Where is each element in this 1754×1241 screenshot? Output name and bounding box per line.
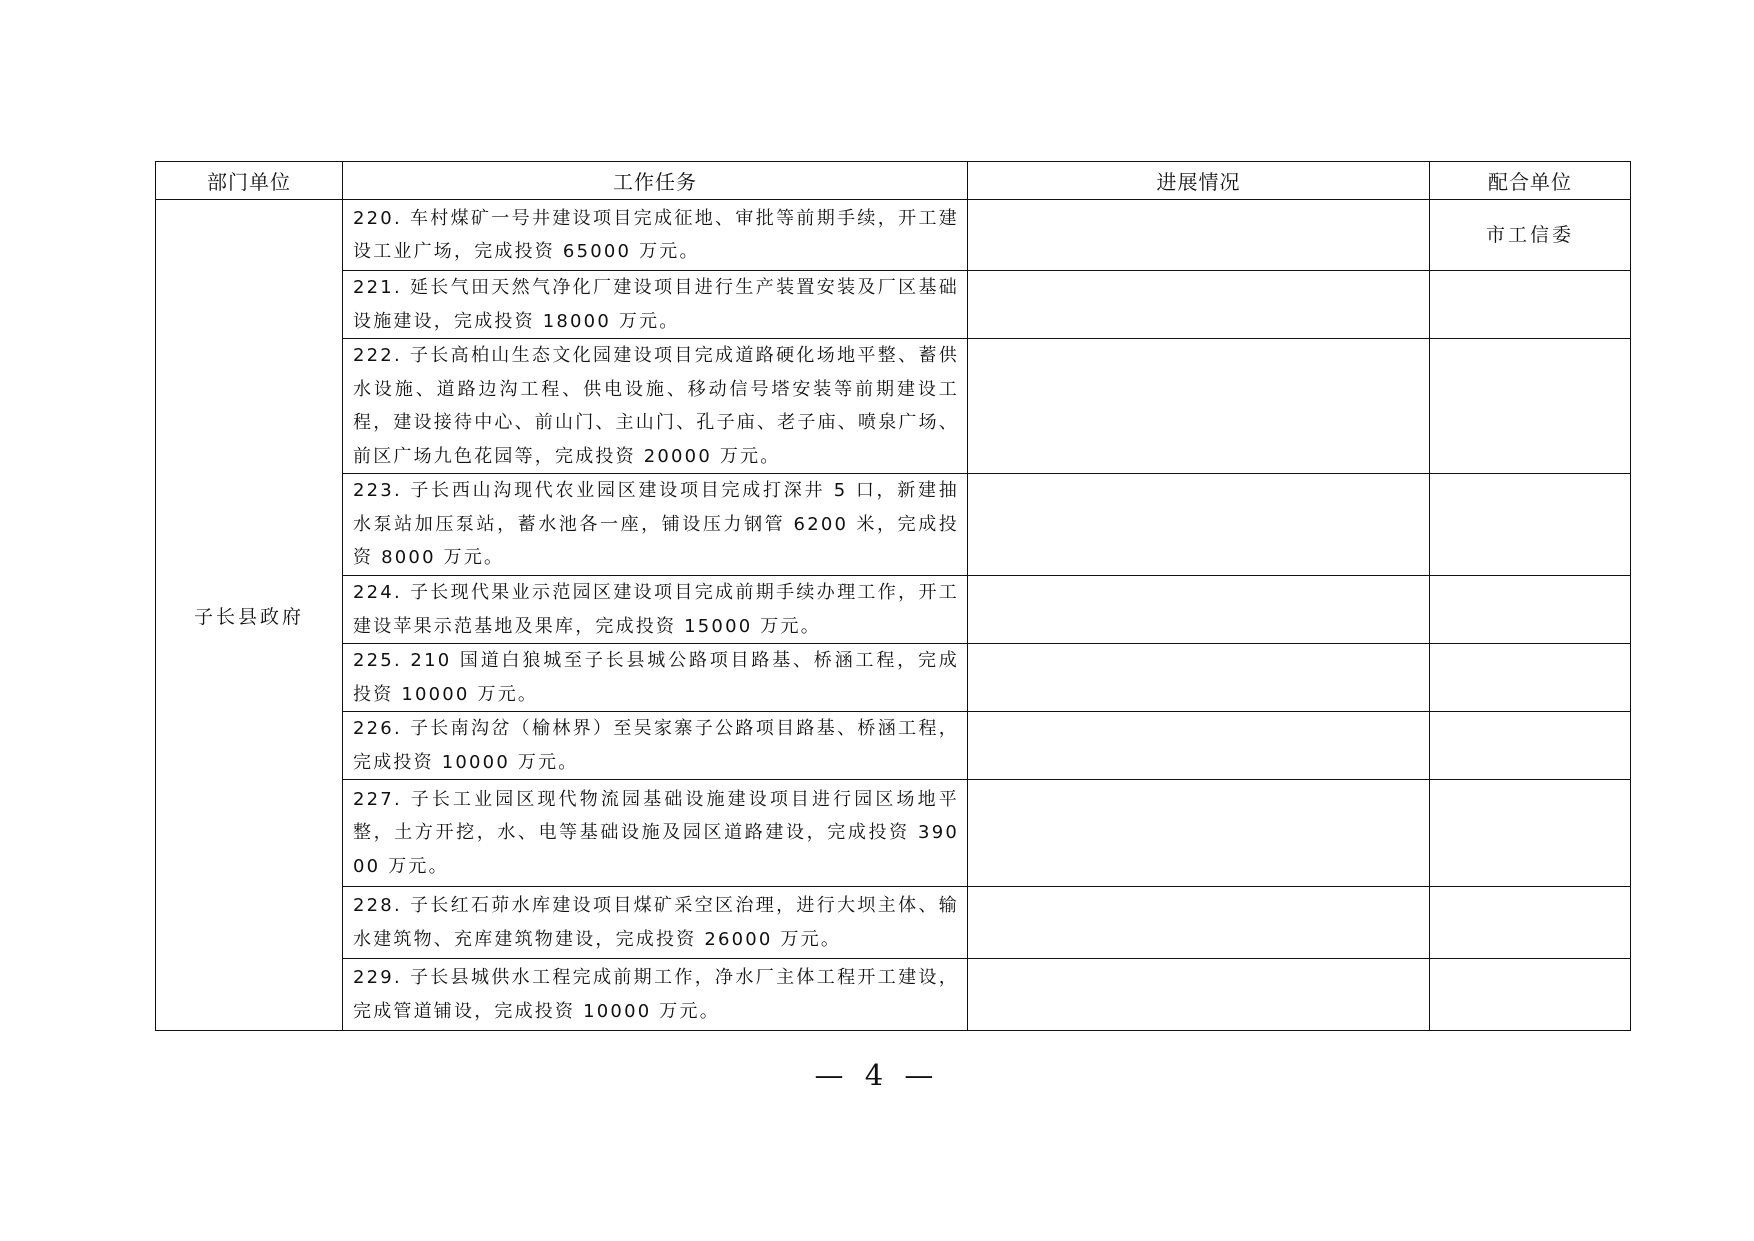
coop-cell (1430, 339, 1631, 474)
coop-cell (1430, 959, 1631, 1031)
header-row (156, 162, 1631, 200)
dept-name: 子长县政府 (156, 200, 343, 1031)
header-coop: 配合单位 (1430, 162, 1631, 200)
table-row (156, 712, 1631, 780)
progress-cell (968, 339, 1430, 474)
task-cell: 221. 延长气田天然气净化厂建设项目进行生产装置安装及厂区基础设施建设，完成投资 18000 万元。 (343, 271, 968, 339)
task-cell: 224. 子长现代果业示范园区建设项目完成前期手续办理工作，开工建设苹果示范基地及果库，完成投资 15000 万元。 (343, 576, 968, 644)
table-row (156, 200, 1631, 271)
task-cell: 227. 子长工业园区现代物流园基础设施建设项目进行园区场地平整，土方开挖，水、电等基础设施及园区道路建设，完成投资 39000 万元。 (343, 780, 968, 887)
task-cell: 228. 子长红石茆水库建设项目煤矿采空区治理，进行大坝主体、输水建筑物、充库建筑物建设，完成投资 26000 万元。 (343, 887, 968, 959)
header-task: 工作任务 (343, 162, 968, 200)
progress-cell (968, 887, 1430, 959)
table-row (156, 271, 1631, 339)
table-row (156, 474, 1631, 576)
table-row (156, 576, 1631, 644)
task-cell: 225. 210 国道白狼城至子长县城公路项目路基、桥涵工程，完成投资 10000 万元。 (343, 644, 968, 712)
coop-cell (1430, 780, 1631, 887)
coop-cell (1430, 474, 1631, 576)
header-progress: 进展情况 (968, 162, 1430, 200)
coop-cell (1430, 712, 1631, 780)
coop-cell (1430, 271, 1631, 339)
task-cell: 229. 子长县城供水工程完成前期工作，净水厂主体工程开工建设，完成管道铺设，完成投资 10000 万元。 (343, 959, 968, 1031)
progress-cell (968, 780, 1430, 887)
table-row (156, 959, 1631, 1031)
progress-cell (968, 712, 1430, 780)
progress-cell (968, 959, 1430, 1031)
coop-cell (1430, 576, 1631, 644)
table-row (156, 887, 1631, 959)
coop-cell: 市工信委 (1430, 200, 1631, 271)
table-row (156, 780, 1631, 887)
progress-cell (968, 200, 1430, 271)
task-cell: 220. 车村煤矿一号井建设项目完成征地、审批等前期手续，开工建设工业广场，完成投资 65000 万元。 (343, 200, 968, 271)
table-row (156, 644, 1631, 712)
progress-cell (968, 644, 1430, 712)
progress-cell (968, 474, 1430, 576)
table-row (156, 339, 1631, 474)
coop-cell (1430, 644, 1631, 712)
header-dept: 部门单位 (156, 162, 343, 200)
progress-cell (968, 271, 1430, 339)
task-cell: 226. 子长南沟岔（榆林界）至吴家寨子公路项目路基、桥涵工程，完成投资 10000 万元。 (343, 712, 968, 780)
task-table (155, 161, 1631, 1031)
page-number: — 4 — (814, 1058, 940, 1092)
progress-cell (968, 576, 1430, 644)
task-cell: 222. 子长高柏山生态文化园建设项目完成道路硬化场地平整、蓄供水设施、道路边沟工程、供电设施、移动信号塔安装等前期建设工程，建设接待中心、前山门、主山门、孔子庙、老子庙、喷泉广场、前区广场九色花园等，完成投资 20000 万元。 (343, 339, 968, 474)
coop-cell (1430, 887, 1631, 959)
task-cell: 223. 子长西山沟现代农业园区建设项目完成打深井 5 口，新建抽水泵站加压泵站，蓄水池各一座，铺设压力钢管 6200 米，完成投资 8000 万元。 (343, 474, 968, 576)
